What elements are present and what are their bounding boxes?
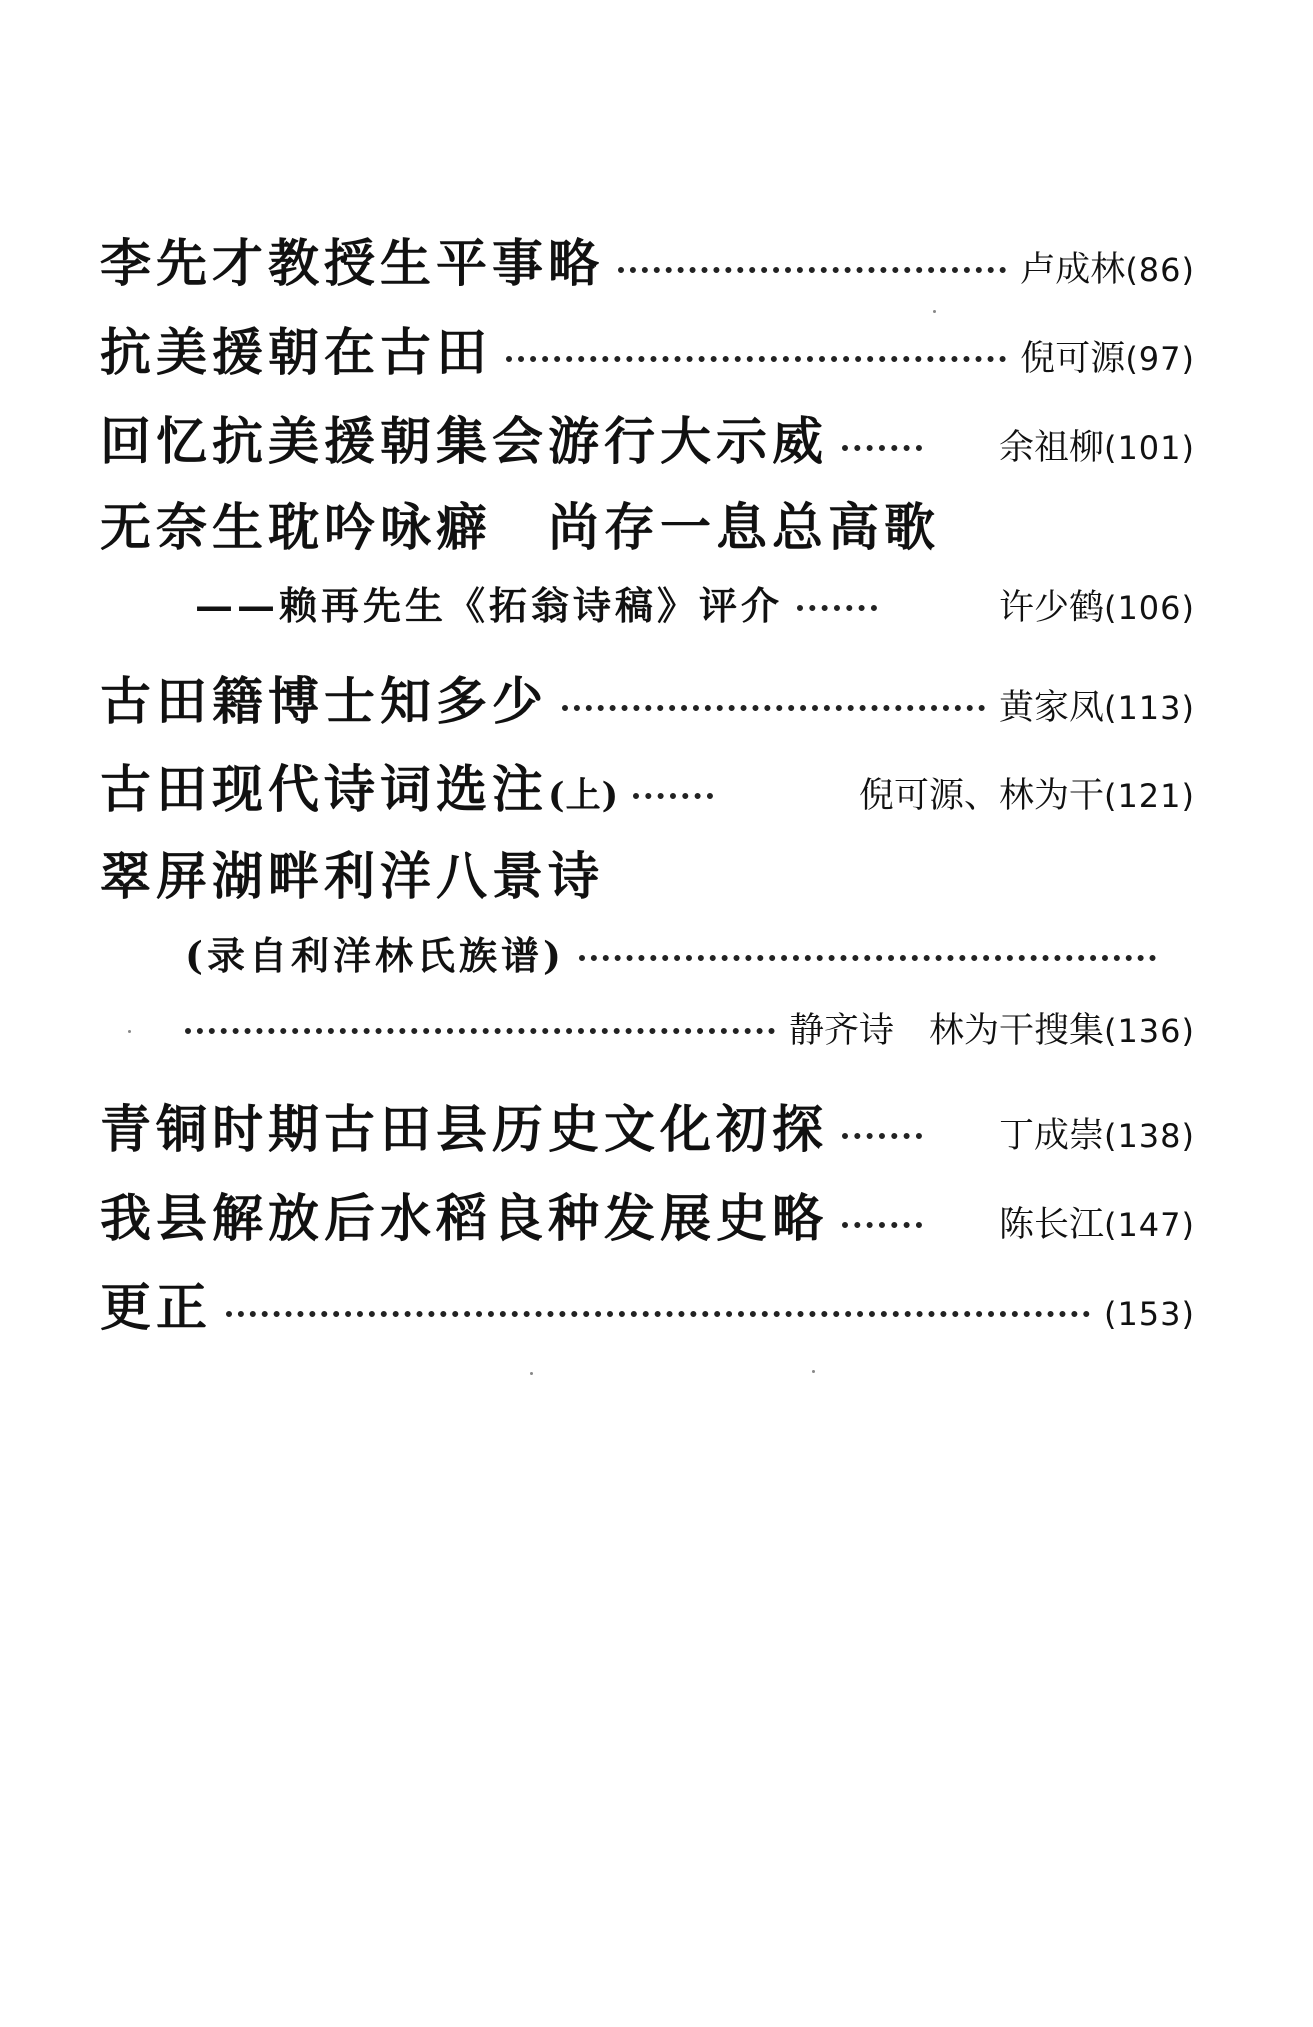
dot-leader [842, 1127, 922, 1139]
toc-entry-page: (121) [1103, 777, 1195, 815]
toc-entry-page: (147) [1103, 1206, 1195, 1244]
toc-entry [185, 1003, 1195, 1053]
toc-entry [100, 835, 1195, 909]
dot-leader [506, 350, 1006, 362]
dot-leader [633, 787, 713, 799]
toc-entry-page: (106) [1103, 589, 1195, 627]
toc-entry-title: 我县解放后水稻良种发展史略 [100, 1189, 829, 1249]
toc-entry-author: 丁成崇 [998, 1116, 1104, 1156]
dot-leader [797, 599, 877, 611]
toc-entry [100, 1266, 1195, 1340]
scan-speck [530, 1372, 533, 1375]
toc-entry-subtitle-line [195, 575, 1195, 630]
toc-entry-title-suffix: (上) [548, 775, 620, 816]
toc-entry [100, 486, 1195, 560]
toc-entry-title: 青铜时期古田县历史文化初探 [100, 1100, 829, 1160]
scan-speck [933, 310, 936, 313]
dot-leader [842, 1216, 922, 1228]
toc-entry-author: 黄家凤 [998, 688, 1104, 728]
toc-entry-subtitle: (录自利洋林氏族谱) [185, 933, 565, 978]
toc-entry-author: 余祖柳 [998, 428, 1104, 468]
toc-entry-page: (101) [1103, 429, 1195, 467]
dot-leader [579, 949, 1156, 961]
toc-entry [100, 222, 1195, 296]
toc-entry-author: 陈长江 [998, 1205, 1104, 1245]
toc-entry-page: (86) [1125, 251, 1195, 289]
toc-entry [100, 400, 1195, 474]
dot-leader [618, 261, 1006, 273]
toc-entry-title: 回忆抗美援朝集会游行大示威 [100, 412, 829, 472]
toc-entry-title: 更正 [100, 1278, 213, 1338]
toc-entry-page: (136) [1103, 1012, 1195, 1050]
dot-leader [226, 1305, 1090, 1317]
toc-entry [100, 1088, 1195, 1162]
toc-entry [100, 660, 1195, 734]
toc-entry-author: 倪可源 [1020, 339, 1126, 379]
toc-entry-page: (97) [1125, 340, 1195, 378]
toc-entry-subtitle: ——赖再先生《拓翁诗稿》评介 [195, 583, 784, 628]
toc-entry-author: 静齐诗 林为干搜集 [788, 1011, 1104, 1051]
toc-entry [100, 1177, 1195, 1251]
dot-leader [562, 699, 985, 711]
dot-leader [842, 439, 922, 451]
scan-speck [128, 1030, 131, 1033]
toc-entry-title: 翠屏湖畔利洋八景诗 [100, 847, 605, 907]
toc-entry-subtitle-line [185, 925, 1170, 980]
toc-entry-author: 卢成林 [1020, 250, 1126, 290]
toc-entry-title: 李先才教授生平事略 [100, 234, 605, 294]
toc-entry-page: (113) [1103, 689, 1195, 727]
toc-entry-title: 无奈生耽吟咏癖 尚存一息总高歌 [100, 498, 941, 558]
scan-speck [812, 1370, 815, 1373]
toc-entry [100, 748, 1195, 822]
toc-entry-page: (138) [1103, 1117, 1195, 1155]
toc-entry-author: 倪可源、林为干 [858, 776, 1104, 816]
toc-entry-page: (153) [1103, 1295, 1195, 1333]
toc-entry [100, 311, 1195, 385]
dot-leader [185, 1022, 775, 1034]
toc-entry-title: 抗美援朝在古田 [100, 323, 493, 383]
toc-entry-title: 古田现代诗词选注 [100, 760, 549, 820]
toc-entry-author: 许少鹤 [998, 588, 1104, 628]
toc-entry-title: 古田籍博士知多少 [100, 672, 549, 732]
